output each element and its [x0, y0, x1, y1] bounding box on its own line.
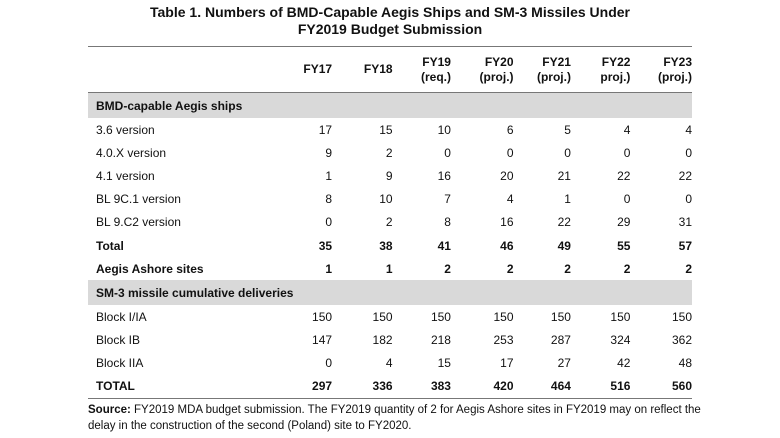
table-cell: 31: [678, 215, 692, 230]
row-label: Block IIA: [96, 356, 144, 371]
table-cell: 0: [685, 192, 692, 207]
section-header-row: [88, 93, 692, 119]
table-cell: 7: [444, 192, 451, 207]
table-cell: 182: [372, 333, 393, 348]
table-cell: 4: [623, 122, 631, 137]
table-cell: 1: [385, 261, 393, 276]
row-label: 4.1 version: [96, 168, 155, 183]
table-cell: 2: [385, 145, 393, 160]
table-cell: 22: [557, 215, 571, 230]
table-cell: 0: [506, 145, 514, 160]
table-cell: 41: [437, 238, 451, 253]
table-cell: 15: [379, 122, 393, 137]
table-cell: 46: [500, 238, 514, 253]
table-cell: 2: [564, 261, 571, 276]
table-cell: 42: [617, 356, 631, 371]
header-fy19: FY19 (req.): [393, 47, 451, 93]
table-cell: 150: [312, 309, 333, 324]
source-label: Source:: [88, 404, 131, 416]
table-cell: 4: [685, 122, 692, 137]
table-row: [88, 211, 692, 234]
table-cell: 150: [372, 309, 393, 324]
table-cell: 20: [500, 168, 514, 183]
row-label: Block IB: [96, 333, 141, 348]
row-label: Block I/IA: [96, 309, 147, 324]
table-cell: 383: [393, 375, 451, 399]
table-cell: 560: [630, 375, 692, 399]
table-cell: 55: [617, 238, 631, 253]
table-cell: 0: [685, 145, 692, 160]
table-cell: 2: [685, 261, 692, 276]
table-row: [88, 141, 692, 164]
row-label: BL 9.C2 version: [96, 215, 181, 230]
table-cell: 1: [325, 168, 333, 183]
table-cell: 150: [550, 309, 571, 324]
table-cell: 17: [318, 122, 333, 137]
table-cell: 5: [564, 122, 571, 137]
table-cell: 150: [610, 309, 631, 324]
table-cell: 1: [564, 192, 571, 207]
table-cell: 29: [617, 215, 631, 230]
table-row: [88, 329, 692, 352]
header-fy23: FY23 (proj.): [630, 47, 692, 93]
table-cell: 0: [564, 145, 571, 160]
row-label: 4.0.X version: [96, 145, 167, 160]
table-cell: 9: [385, 168, 393, 183]
table-row: [88, 234, 692, 257]
source-note: [88, 402, 708, 434]
table-cell: 324: [610, 333, 631, 348]
table-cell: 38: [379, 238, 393, 253]
header-row: [88, 47, 692, 93]
table-cell: 16: [437, 168, 451, 183]
table-title-line-1: Table 1. Numbers of BMD-Capable Aegis Ships and SM-3 Missiles Under: [150, 4, 630, 20]
table-cell: 147: [312, 333, 333, 348]
table-cell: 150: [430, 309, 451, 324]
table-cell: 1: [325, 261, 333, 276]
row-label: TOTAL: [88, 375, 287, 399]
table-title-line-2: FY2019 Budget Submission: [297, 21, 483, 37]
table-row: [88, 305, 692, 328]
source-text: FY2019 MDA budget submission. The FY2019 quantity of 2 for Aegis Ashore sites in FY2019 may on reflect the delay in the construction of the second (Poland) site to FY2020.: [88, 404, 701, 432]
table-cell: 8: [325, 192, 333, 207]
table-cell: 48: [678, 356, 692, 371]
header-empty-cell: [88, 47, 287, 93]
table-cell: 10: [437, 122, 451, 137]
table-cell: 253: [493, 333, 514, 348]
header-fy20: FY20 (proj.): [451, 47, 514, 93]
table-cell: 21: [557, 168, 571, 183]
table-cell: 150: [671, 309, 692, 324]
table-cell: 464: [514, 375, 571, 399]
table-cell: 57: [678, 238, 692, 253]
table-cell: 15: [437, 356, 451, 371]
table-cell: 4: [506, 192, 514, 207]
table-row: [88, 188, 692, 211]
table-cell: 8: [444, 215, 451, 230]
table-cell: 22: [617, 168, 631, 183]
header-fy17: FY17: [287, 47, 332, 93]
table-cell: 17: [500, 356, 514, 371]
table-cell: 0: [325, 215, 333, 230]
table-body: [88, 93, 692, 399]
table-title: [0, 4, 780, 38]
table-row: [88, 352, 692, 375]
table-row: [88, 375, 692, 399]
table-cell: 10: [379, 192, 393, 207]
table-cell: 35: [318, 238, 333, 253]
table-cell: 218: [430, 333, 451, 348]
table-cell: 516: [571, 375, 630, 399]
data-table: [88, 46, 692, 399]
table-cell: 2: [444, 261, 451, 276]
table-cell: 287: [550, 333, 571, 348]
header-fy22: FY22 proj.): [571, 47, 630, 93]
table-cell: 0: [325, 356, 333, 371]
section-heading: SM-3 missile cumulative deliveries: [88, 280, 692, 305]
table-row: [88, 257, 692, 280]
table-cell: 0: [623, 192, 631, 207]
table-cell: 4: [385, 356, 393, 371]
table-cell: 2: [385, 215, 393, 230]
table-cell: 297: [287, 375, 332, 399]
row-label: Total: [96, 238, 124, 253]
table-row: [88, 118, 692, 141]
row-label: Aegis Ashore sites: [96, 261, 204, 276]
section-heading: BMD-capable Aegis ships: [88, 93, 692, 119]
table-cell: 16: [500, 215, 514, 230]
section-header-row: [88, 280, 692, 305]
table-cell: 336: [332, 375, 393, 399]
row-label: BL 9C.1 version: [96, 192, 181, 207]
table-cell: 420: [451, 375, 514, 399]
row-label: 3.6 version: [96, 122, 155, 137]
table-cell: 2: [506, 261, 514, 276]
header-fy21: FY21 (proj.): [514, 47, 571, 93]
table-cell: 49: [557, 238, 571, 253]
table-cell: 362: [671, 333, 692, 348]
table-row: [88, 164, 692, 187]
table-cell: 0: [623, 145, 631, 160]
table-cell: 0: [444, 145, 451, 160]
table-cell: 27: [557, 356, 571, 371]
header-fy18: FY18: [332, 47, 393, 93]
table-cell: 22: [678, 168, 692, 183]
table-cell: 150: [493, 309, 514, 324]
table-cell: 6: [506, 122, 514, 137]
table-cell: 9: [325, 145, 333, 160]
table-cell: 2: [623, 261, 631, 276]
